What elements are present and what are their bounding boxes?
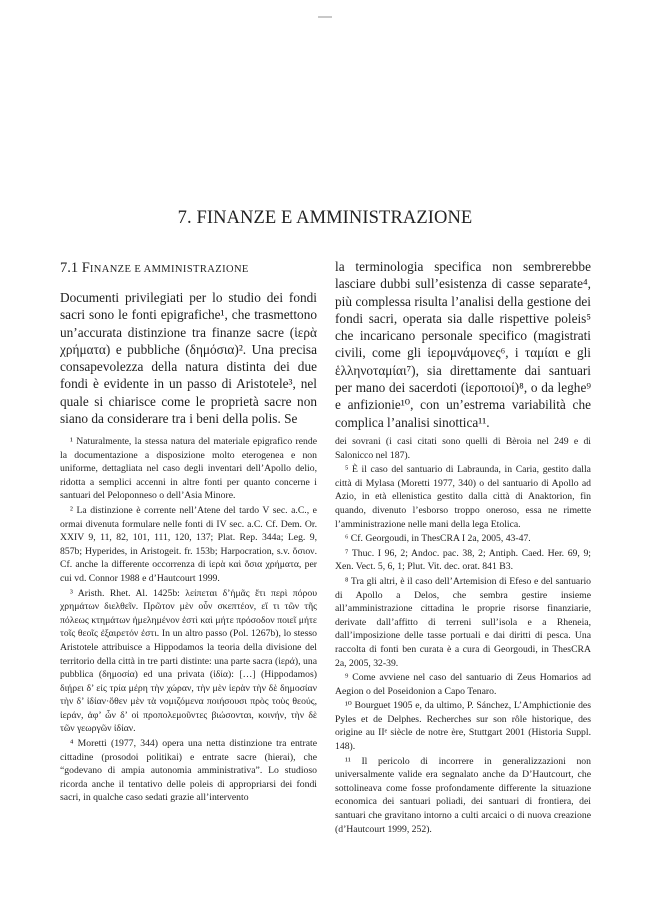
section-title-initial: F <box>81 260 90 276</box>
footnote-3: ³ Aristh. Rhet. Al. 1425b: λείπεται δ’ἡμᾶς ἔτι περὶ πόρου χρημάτων διελθεῖν. Πρῶτον μὲν οὖν σκεπτέον, εἴ τι τῶν τῆς πόλεως κτημάτων ἠμελημένον ἐστὶ καὶ μήτε πρόσοδον ποιεῖ μήτε τοῖς θεοῖς ἐξαιρετόν ἐστι. In un altro passo (Pol. 1267b), lo stesso Aristotele attribuisce a Hippodamos la teoria della divisione del territorio della città in tre parti distinte: una parte sacra (ἱερά), una pubblica (δημοσία) ed una privata (ἰδία): […] (Hippodamos) διῄρει δ’ εἰς τρία μέρη τὴν χώραν, τὴν μὲν ἱερὰν τὴν δὲ δημοσίαν τὴν δ’ ἰδίαν·ὅθεν μὲν τὰ νομιζόμενα ποιήσουσι πρὸς τοὺς θεούς, ἱεράν, ἀφ’ ὧν δ’ οἱ προπολεμοῦντες βιώσονται, κοινήν, τὴν δὲ τῶν γεωργῶν ἰδίαν. <box>60 587 317 735</box>
footnote-10: ¹⁰ Bourguet 1905 e, da ultimo, P. Sánchez, L’Amphictionie des Pyles et de Delphes. Recherches sur son rôle historique, des origine au IIᵉ siècle de notre ère, Stuttgart 2001 (Historia Suppl. 148). <box>335 700 591 753</box>
main-text-right-column <box>335 258 591 431</box>
section-heading <box>60 258 317 277</box>
footnote-9: ⁹ Come avviene nel caso del santuario di Zeus Homarios ad Aegion o del Poseidonion a Capo Tenaro. <box>335 672 591 697</box>
footnote-8: ⁸ Tra gli altri, è il caso dell’Artemision di Efeso e del santuario di Apollo a Delos, che sembra gestire insieme all’amministrazione cittadina le proprie risorse finanziarie, derivate dall’affitto di terreni sull’isola e a Rheneia, dall’imposizione delle tasse portuali e dai diritti di pesca. Una raccolta di fonti ben curata è a cura di Georgoudi, in ThesCRA 2a, 2005, 32-39. <box>335 575 591 669</box>
footnote-2: ² La distinzione è corrente nell’Atene del tardo V sec. a.C., e ormai divenuta formulare nelle fonti di IV sec. a.C. Cf. Dem. Or. XXIV 9, 11, 82, 101, 111, 120, 137; Plat. Rep. 344a; Leg. 9, 857b; Hyperides, in Aristogeit. fr. 153b; Harpocration, s.v. ὅσιον. Cf. anche la differente occorrenza di ἱερὰ καὶ ὅσια χρήματα, per cui vd. Connor 1988 e d’Hautcourt 1999. <box>60 504 317 584</box>
main-text-left-column <box>60 258 317 427</box>
footnote-4-continued: dei sovrani (i casi citati sono quelli di Bèroia nel 249 e di Salonicco nel 187). <box>335 436 591 461</box>
section-title-rest: INANZE E AMMINISTRAZIONE <box>89 264 249 275</box>
section-number: 7.1 <box>60 260 82 276</box>
top-margin-mark <box>318 16 332 18</box>
body-paragraph-right: la terminologia specifica non sembrerebbe lasciare dubbi sull’esistenza di casse separate⁴, più complessa risulta l’analisi della gestione dei fondi sacri, operata sia dalle rispettive poleis⁵ che incaricano personale specifico (magistrati civili, come gli ἱερομνάμονες⁶, i ταμίαι e gli ἑλληνοταμίαι⁷), sia direttamente dai santuari per mano dei sacerdoti (ἱεροποιοί)⁸, o da leghe⁹ e anfizionie¹⁰, con un’estrema variabilità che complica l’analisi sinottica¹¹. <box>335 259 591 430</box>
footnote-1: ¹ Naturalmente, la stessa natura del materiale epigrafico rende la documentazione a disposizione molto eterogenea e non uniforme, dettagliata nel caso degli inventari dell’Apollo delio, ridotta a semplici accenni in altre fonti per quanto concerne i santuari del Peloponneso o dell’Asia Minore. <box>60 436 317 502</box>
footnotes-left-column <box>60 435 317 806</box>
body-paragraph-left: Documenti privilegiati per lo studio dei fondi sacri sono le fonti epigrafiche¹, che trasmettono un’accurata distinzione tra finanze sacre (ἱερὰ χρήματα) e pubbliche (δημόσια)². Una precisa consapevolezza della natura distinta dei due fondi è evidente in un passo di Aristotele³, nel quale si chiarisce come le proprietà sacre non siano da considerare tra i beni della polis. Se <box>60 290 317 427</box>
footnote-6: ⁶ Cf. Georgoudi, in ThesCRA I 2a, 2005, 43-47. <box>345 533 531 545</box>
footnotes-right-column <box>335 435 591 837</box>
chapter-title: 7. FINANZE E AMMINISTRAZIONE <box>177 208 473 228</box>
footnote-11: ¹¹ Il pericolo di incorrere in generalizzazioni non universalmente valide era segnalato anche da D’Hautcourt, che sottolineava come fosse profondamente differente la situazione economica dei santuari poliadi, dei santuari di frontiera, dei santuari che gravitano intorno a culti arcaici o di nuova creazione (d’Hautcourt 1999, 252). <box>335 755 591 835</box>
footnote-7: ⁷ Thuc. I 96, 2; Andoc. pac. 38, 2; Antiph. Caed. Her. 69, 9; Xen. Vect. 5, 6, 1; Plut. Vit. dec. orat. 841 B3. <box>335 547 591 573</box>
footnote-5: ⁵ È il caso del santuario di Labraunda, in Caria, gestito dalla città di Mylasa (Moretti 1977, 340) o del santuario di Apollo ad Azio, in età ellenistica gestito dalla città di Anaktorion, fin quando, divenuto l’esborso troppo oneroso, essa ne rimette l’amministrazione nelle mani della lega Etolica. <box>335 464 591 530</box>
footnote-4: ⁴ Moretti (1977, 344) opera una netta distinzione tra entrate cittadine (prosodoi politikai) e entrate sacre (hierai), che “godevano di ampia autonomia amministrativa”. Lo studioso ricorda anche il tentativo delle poleis di appropriarsi dei fondi sacri, in qualche caso sedati grazie all’intervento <box>60 738 317 804</box>
